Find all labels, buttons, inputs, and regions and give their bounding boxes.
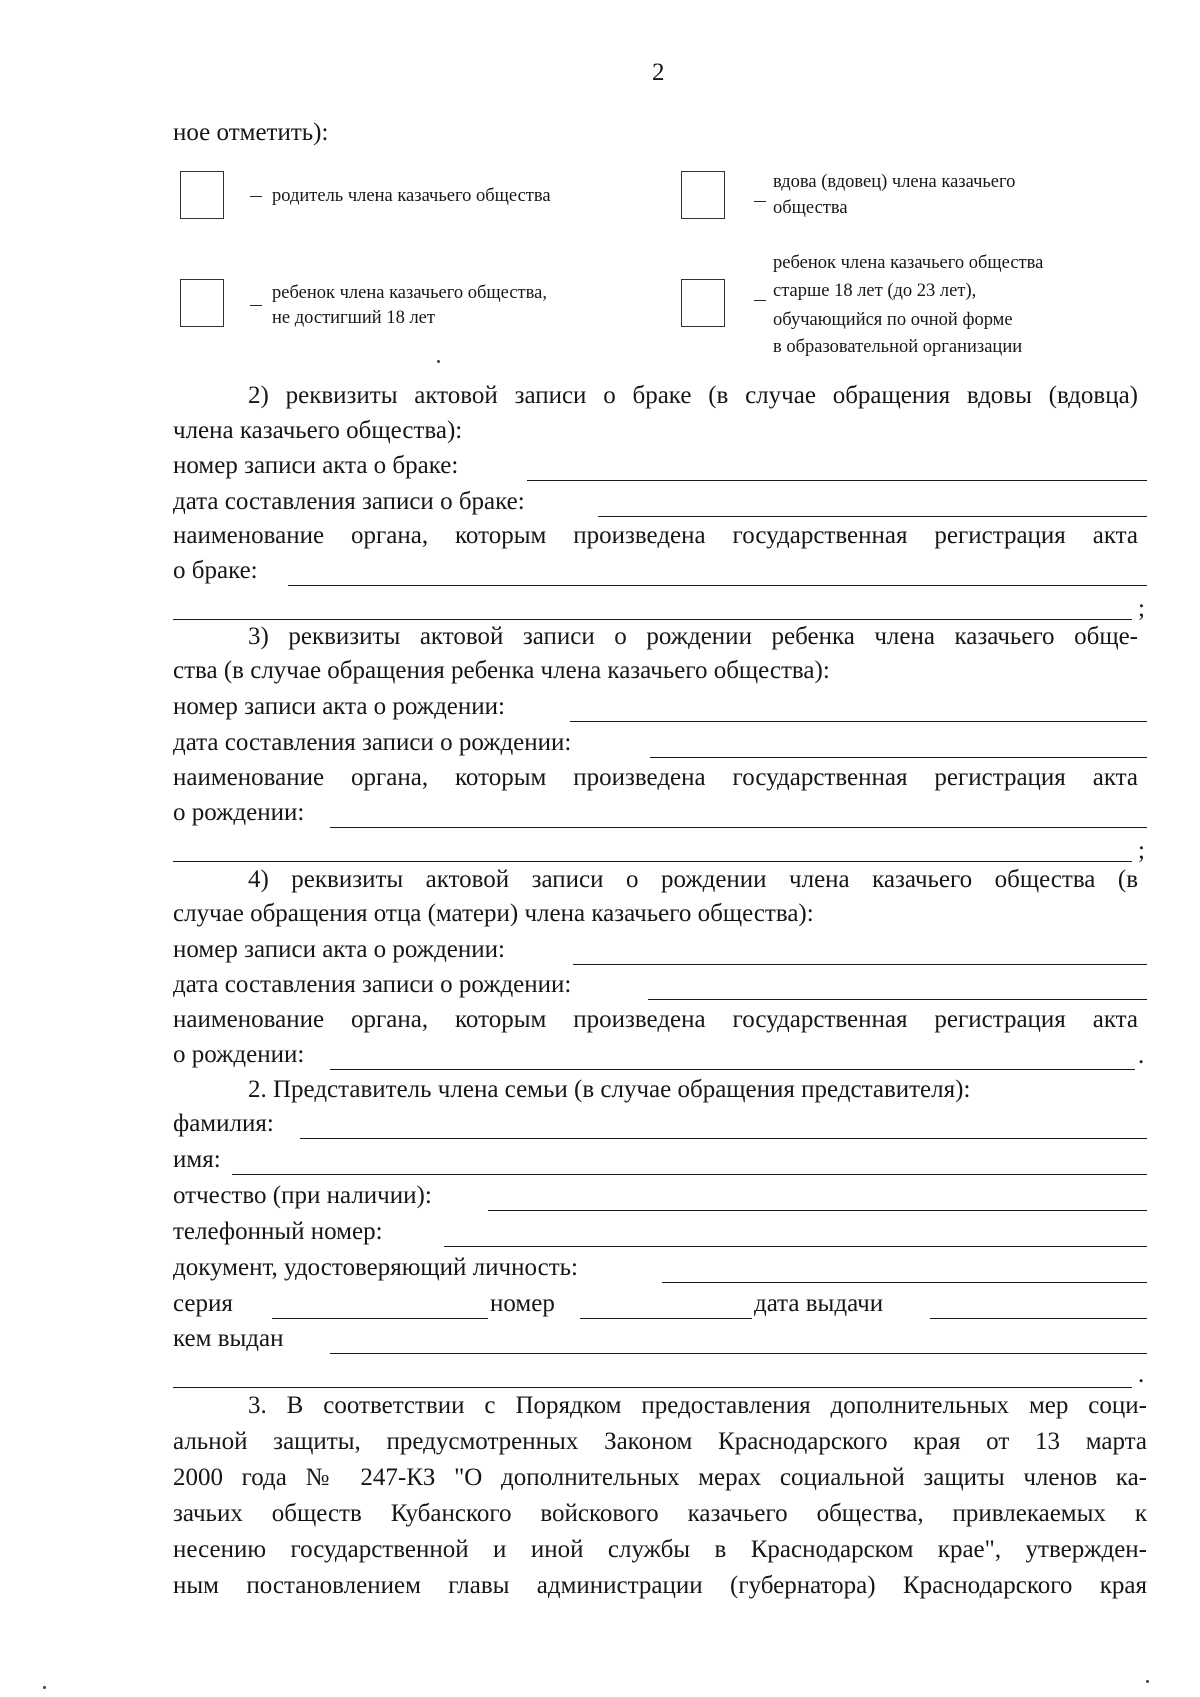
member-birth-number-field[interactable] (573, 964, 1147, 965)
member-birth-authority-field[interactable] (330, 1069, 1135, 1070)
checkbox-child-student[interactable] (681, 279, 725, 327)
issued-by-field-2[interactable] (173, 1387, 1132, 1388)
child-birth-number-label: номер записи акта о рождении: (173, 693, 505, 720)
page-number: 2 (652, 59, 665, 86)
checkbox-widow-label: общества (773, 198, 848, 218)
member-birth-heading: 4) реквизиты актовой записи о рождении члена казачьего общества (в (248, 866, 1138, 893)
member-birth-date-label: дата составления записи о рождении: (173, 971, 572, 998)
issue-date-label: дата выдачи (754, 1290, 884, 1317)
checkbox-child-student-label: ребенок члена казачьего общества (773, 253, 1044, 273)
member-birth-number-label: номер записи акта о рождении: (173, 936, 505, 963)
issued-by-label: кем выдан (173, 1325, 284, 1352)
member-birth-date-field[interactable] (648, 999, 1147, 1000)
checkbox-parent[interactable] (180, 171, 224, 219)
child-birth-authority-label: о рождении: (173, 799, 305, 826)
checkbox-child-student-label: в образовательной организации (773, 337, 1023, 357)
member-birth-authority-label: наименование органа, которым произведена государственная регистрация акта (173, 1006, 1138, 1033)
scan-speck (1146, 1680, 1149, 1683)
child-birth-heading: 3) реквизиты актовой записи о рождении ребенка члена казачьего обще- (248, 623, 1138, 650)
checkbox-widow[interactable] (681, 171, 725, 219)
patronymic-label: отчество (при наличии): (173, 1182, 432, 1209)
number-label: номер (490, 1290, 555, 1317)
phone-label: телефонный номер: (173, 1218, 383, 1245)
marriage-authority-label: о браке: (173, 557, 258, 584)
section3-text: зачьих обществ Кубанского войскового казачьего общества, привлекаемых к (173, 1500, 1147, 1527)
representative-heading: 2. Представитель члена семьи (в случае обращения представителя): (248, 1076, 971, 1103)
child-birth-date-label: дата составления записи о рождении: (173, 729, 572, 756)
section3-text: 3. В соответствии с Порядком предоставления дополнительных мер соци- (248, 1392, 1147, 1419)
name-field[interactable] (232, 1174, 1147, 1175)
end-mark: . (1138, 1042, 1145, 1069)
checkbox-child-minor-label: ребенок члена казачьего общества, (272, 283, 547, 303)
surname-field[interactable] (300, 1138, 1147, 1139)
issued-by-field[interactable] (330, 1353, 1147, 1354)
id-document-label: документ, удостоверяющий личность: (173, 1254, 578, 1281)
intro-text: ное отметить): (173, 119, 329, 146)
child-birth-date-field[interactable] (650, 757, 1147, 758)
member-birth-heading: случае обращения отца (матери) члена казачьего общества): (173, 900, 814, 927)
dash (250, 305, 262, 306)
patronymic-field[interactable] (488, 1210, 1147, 1211)
marriage-heading: 2) реквизиты актовой записи о браке (в случае обращения вдовы (вдовца) (248, 382, 1138, 409)
marriage-authority-field[interactable] (288, 585, 1147, 586)
marriage-number-field[interactable] (527, 480, 1147, 481)
child-birth-number-field[interactable] (570, 721, 1147, 722)
checkbox-child-student-label: старше 18 лет (до 23 лет), (773, 281, 977, 301)
marriage-date-field[interactable] (598, 516, 1147, 517)
id-document-field[interactable] (662, 1282, 1147, 1283)
checkbox-child-minor-label: не достигший 18 лет (272, 308, 435, 328)
section3-text: альной защиты, предусмотренных Законом Краснодарского края от 13 марта (173, 1428, 1147, 1455)
marriage-date-label: дата составления записи о браке: (173, 488, 525, 515)
section3-text: несению государственной и иной службы в Краснодарском крае", утвержден- (173, 1536, 1147, 1563)
marriage-authority-label: наименование органа, которым произведена государственная регистрация акта (173, 522, 1138, 549)
marriage-number-label: номер записи акта о браке: (173, 452, 459, 479)
marriage-authority-field-2[interactable] (173, 619, 1132, 620)
child-birth-authority-field-2[interactable] (173, 861, 1132, 862)
checkbox-child-minor[interactable] (180, 279, 224, 327)
child-birth-authority-field[interactable] (330, 827, 1147, 828)
section3-text: 2000 года № 247-КЗ "О дополнительных мерах социальной защиты членов ка- (173, 1464, 1147, 1491)
dash (754, 300, 766, 301)
surname-label: фамилия: (173, 1110, 274, 1137)
end-mark: . (1138, 1361, 1145, 1388)
scan-speck (437, 360, 440, 363)
checkbox-child-student-label: обучающийся по очной форме (773, 310, 1013, 330)
phone-field[interactable] (444, 1246, 1147, 1247)
end-mark: ; (1138, 837, 1145, 864)
checkbox-widow-label: вдова (вдовец) члена казачьего (773, 172, 1016, 192)
scan-speck (43, 1686, 46, 1689)
name-label: имя: (173, 1146, 221, 1173)
section3-text: ным постановлением главы администрации (губернатора) Краснодарского края (173, 1572, 1147, 1599)
checkbox-parent-label: родитель члена казачьего общества (272, 186, 551, 206)
dash (250, 196, 262, 197)
child-birth-heading: ства (в случае обращения ребенка члена казачьего общества): (173, 657, 830, 684)
marriage-heading: члена казачьего общества): (173, 417, 463, 444)
end-mark: ; (1138, 595, 1145, 622)
issue-date-field[interactable] (930, 1318, 1147, 1319)
number-field[interactable] (580, 1318, 752, 1319)
member-birth-authority-label: о рождении: (173, 1041, 305, 1068)
series-field[interactable] (272, 1318, 488, 1319)
child-birth-authority-label: наименование органа, которым произведена государственная регистрация акта (173, 764, 1138, 791)
dash (754, 201, 766, 202)
series-label: серия (173, 1290, 233, 1317)
